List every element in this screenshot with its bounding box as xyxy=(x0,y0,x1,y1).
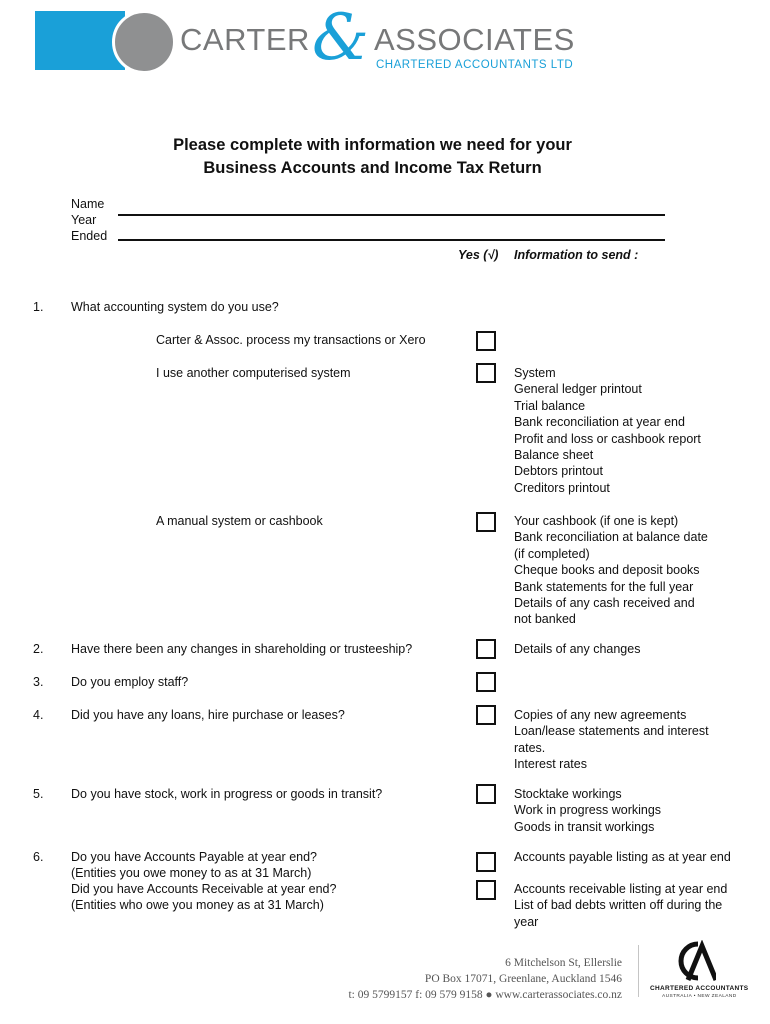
info-item: Work in progress workings xyxy=(514,803,662,818)
logo-circle xyxy=(112,10,176,74)
info-item: Accounts receivable listing at year end xyxy=(514,882,728,896)
q2-number: 2. xyxy=(33,642,44,656)
info-item: Goods in transit workings xyxy=(514,819,655,834)
info-item: Profit and loss or cashbook report xyxy=(514,431,701,446)
q1-text: What accounting system do you use? xyxy=(71,300,279,314)
q6-text-payable-note: (Entities you owe money to as at 31 March) xyxy=(71,866,312,880)
q1-option1-checkbox[interactable] xyxy=(476,331,496,351)
info-item: Accounts payable listing as at year end xyxy=(514,850,731,864)
footer-divider xyxy=(638,945,639,997)
q6-receivable-checkbox[interactable] xyxy=(476,880,496,900)
info-item: Stocktake workings xyxy=(514,787,622,801)
q1-option-carter-xero: Carter & Assoc. process my transactions or Xero xyxy=(156,333,426,347)
brand-name-carter: CARTER xyxy=(180,22,310,57)
info-item: (if completed) xyxy=(514,546,590,561)
info-item: Creditors printout xyxy=(514,480,610,495)
q4-info-list xyxy=(514,707,709,773)
info-item: System xyxy=(514,366,556,380)
info-item: Copies of any new agreements xyxy=(514,708,687,722)
q6-payable-info-list xyxy=(514,849,731,865)
footer-address-street: 6 Mitchelson St, Ellerslie xyxy=(505,957,622,969)
q1-option2-info-list xyxy=(514,365,701,496)
q6-text-payable: Do you have Accounts Payable at year end? xyxy=(71,850,317,864)
page-title-line1: Please complete with information we need for your xyxy=(173,136,572,154)
ended-label: Ended xyxy=(71,229,108,243)
page-title-line2: Business Accounts and Income Tax Return xyxy=(203,159,542,177)
brand-name-associates: ASSOCIATES xyxy=(374,22,575,57)
info-item: Bank reconciliation at year end xyxy=(514,415,685,430)
q6-number: 6. xyxy=(33,850,44,864)
year-label: Year xyxy=(71,213,97,227)
info-item: List of bad debts written off during the xyxy=(514,898,723,913)
q1-option3-info-list xyxy=(514,513,708,628)
q5-text: Do you have stock, work in progress or goods in transit? xyxy=(71,787,383,801)
q2-text: Have there been any changes in shareholding or trusteeship? xyxy=(71,642,413,656)
ca-name: CHARTERED ACCOUNTANTS xyxy=(650,985,749,992)
brand-tagline: CHARTERED ACCOUNTANTS LTD xyxy=(376,59,574,71)
info-item: Debtors printout xyxy=(514,464,603,479)
info-item: not banked xyxy=(514,612,576,627)
q6-payable-checkbox[interactable] xyxy=(476,852,496,872)
q2-info-list xyxy=(514,641,640,657)
q3-checkbox[interactable] xyxy=(476,672,496,692)
info-item: Cheque books and deposit books xyxy=(514,563,700,578)
info-item: Balance sheet xyxy=(514,448,594,463)
brand-ampersand: & xyxy=(312,1,369,75)
info-item: rates. xyxy=(514,740,546,755)
name-field-line[interactable] xyxy=(118,214,665,216)
info-item: Bank statements for the full year xyxy=(514,579,694,594)
info-item: Details of any changes xyxy=(514,642,641,656)
ca-subtitle: AUSTRALIA • NEW ZEALAND xyxy=(662,994,737,999)
q6-text-receivable-note: (Entities who owe you money as at 31 March) xyxy=(71,898,324,912)
footer-address-pobox: PO Box 17071, Greenlane, Auckland 1546 xyxy=(424,973,622,985)
q4-checkbox[interactable] xyxy=(476,705,496,725)
info-item: Trial balance xyxy=(514,398,586,413)
footer-contact: t: 09 5799157 f: 09 579 9158 ● www.carterassociates.co.nz xyxy=(348,989,622,1001)
q4-text: Did you have any loans, hire purchase or leases? xyxy=(71,708,345,722)
yes-column-header: Yes (√) xyxy=(458,248,499,262)
q5-info-list xyxy=(514,786,661,835)
info-item: year xyxy=(514,914,539,929)
q5-number: 5. xyxy=(33,787,44,801)
q1-option-other-system: I use another computerised system xyxy=(156,366,351,380)
info-item: General ledger printout xyxy=(514,382,642,397)
ca-logo-icon xyxy=(672,940,716,982)
q6-receivable-info-list xyxy=(514,881,727,930)
info-item: Interest rates xyxy=(514,757,587,772)
info-item: Your cashbook (if one is kept) xyxy=(514,514,679,528)
q1-number: 1. xyxy=(33,300,44,314)
year-ended-field-line[interactable] xyxy=(118,239,665,241)
q1-option3-checkbox[interactable] xyxy=(476,512,496,532)
q2-checkbox[interactable] xyxy=(476,639,496,659)
q3-text: Do you employ staff? xyxy=(71,675,189,689)
q6-text-receivable: Did you have Accounts Receivable at year end? xyxy=(71,882,337,896)
q4-number: 4. xyxy=(33,708,44,722)
q5-checkbox[interactable] xyxy=(476,784,496,804)
info-item: Bank reconciliation at balance date xyxy=(514,530,708,545)
q1-option2-checkbox[interactable] xyxy=(476,363,496,383)
info-item: Details of any cash received and xyxy=(514,596,695,611)
name-label: Name xyxy=(71,197,105,211)
q3-number: 3. xyxy=(33,675,44,689)
info-column-header: Information to send : xyxy=(514,248,639,262)
q1-option-manual: A manual system or cashbook xyxy=(156,514,323,528)
info-item: Loan/lease statements and interest xyxy=(514,724,709,739)
